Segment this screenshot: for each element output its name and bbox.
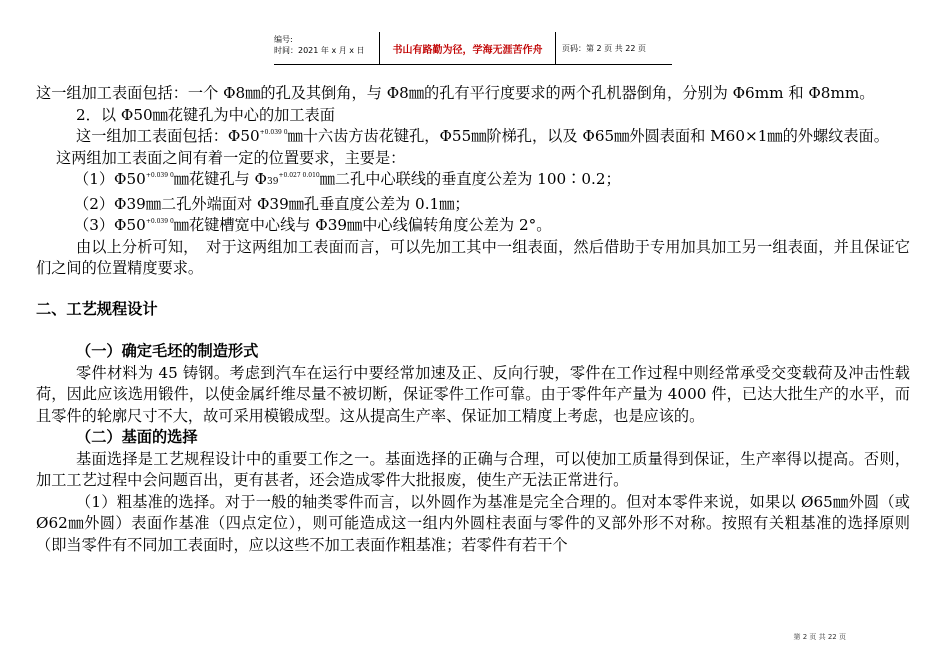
paragraph-5: 由以上分析可知， 对于这两组加工表面而言，可以先加工其中一组表面，然后借助于专用加具加工另一组表面，并且保证它们之间的位置精度要求。: [36, 237, 910, 277]
p3-text-b: ㎜十六齿方齿花键孔，Φ55㎜阶梯孔，以及 Φ65㎜外圆表面和 M60×1㎜的外螺纹表面。: [287, 127, 889, 145]
header-page-info: 页码：第 2 页 共 22 页: [562, 43, 646, 53]
item1-text-d: ㎜二孔中心联线的垂直度公差为 100∶0.2；: [319, 170, 621, 188]
item1-text-a: （1）Φ50: [74, 170, 146, 188]
subsection-heading-1: （一）确定毛坯的制造形式: [76, 342, 259, 360]
header-time: 时间：2021 年 x 月 x 日: [274, 46, 365, 55]
item3-tolerance: +0.039 0: [145, 218, 174, 225]
document-body: [36, 83, 910, 556]
paragraph-6: 零件材料为 45 铸钢。考虑到汽车在运行中要经常加速及正、反向行驶，零件在工作过程中则经常承受交变载荷及冲击性载荷，因此应该选用锻件，以使金属纤维尽量不被切断，保证零件工作可靠。由于零件年产量为 4000 件，已达大批生产的水平，而且零件的轮廓尺寸不大，故可采用模锻成型。这从提高生产率、保证加工精度上考虑，也是应该的。: [36, 363, 910, 425]
paragraph-2: 2．以 Φ50㎜花键孔为中心的加工表面: [76, 105, 335, 124]
header-meta: [274, 32, 379, 64]
list-item-1: [36, 169, 910, 194]
header-id-label: 编号:: [274, 35, 293, 44]
list-item-3: [36, 215, 910, 237]
paragraph-7: 基面选择是工艺规程设计中的重要工作之一。基面选择的正确与合理，可以使加工质量得到保证，生产率得以提高。否则，加工工艺过程中会问题百出，更有甚者，还会造成零件大批报废，使生产无法正常进行。: [36, 449, 910, 489]
p3-tolerance: +0.039 0: [259, 129, 288, 136]
list-item-2: （2）Φ39㎜二孔外端面对 Φ39㎜孔垂直度公差为 0.1㎜；: [74, 194, 470, 213]
item3-text-a: （3）Φ50: [74, 216, 146, 234]
header-motto: 书山有路勤为径，学海无涯苦作舟: [379, 32, 556, 64]
item1-text-b: ㎜花键孔与 Φ: [173, 170, 267, 188]
paragraph-1: 这一组加工表面包括：一个 Φ8㎜的孔及其倒角，与 Φ8㎜的孔有平行度要求的两个孔机器倒角，分别为 Φ6mm 和 Φ8mm。: [36, 84, 875, 102]
paragraph-3: [36, 126, 910, 148]
page-footer: 第 2 页 共 22 页: [793, 633, 846, 641]
paragraph-8: （1）粗基准的选择。对于一般的轴类零件而言，以外圆作为基准是完全合理的。但对本零件来说，如果以 Ø65㎜外圆（或 Ø62㎜外圆）表面作基准（四点定位），则可能造成这一组内外圆柱表面与零件的叉部外形不对称。按照有关粗基准的选择原则（即当零件有不同加工表面时，应以这些不加工表面作粗基准；若零件有若干个: [36, 492, 910, 554]
item1-tolerance-1: +0.039 0: [145, 172, 174, 179]
paragraph-4: 这两组加工表面之间有着一定的位置要求，主要是：: [56, 148, 406, 167]
page-header: [274, 32, 672, 65]
item1-tolerance-2: +0.027 0.010: [278, 172, 320, 179]
section-heading-2: 二、工艺规程设计: [36, 299, 158, 318]
subsection-heading-2: （二）基面的选择: [76, 428, 198, 446]
item1-text-c: 39: [266, 177, 279, 187]
p3-text-a: 这一组加工表面包括：Φ50: [76, 127, 260, 145]
item3-text-b: ㎜花键槽宽中心线与 Φ39㎜中心线偏转角度公差为 2°。: [173, 216, 552, 234]
